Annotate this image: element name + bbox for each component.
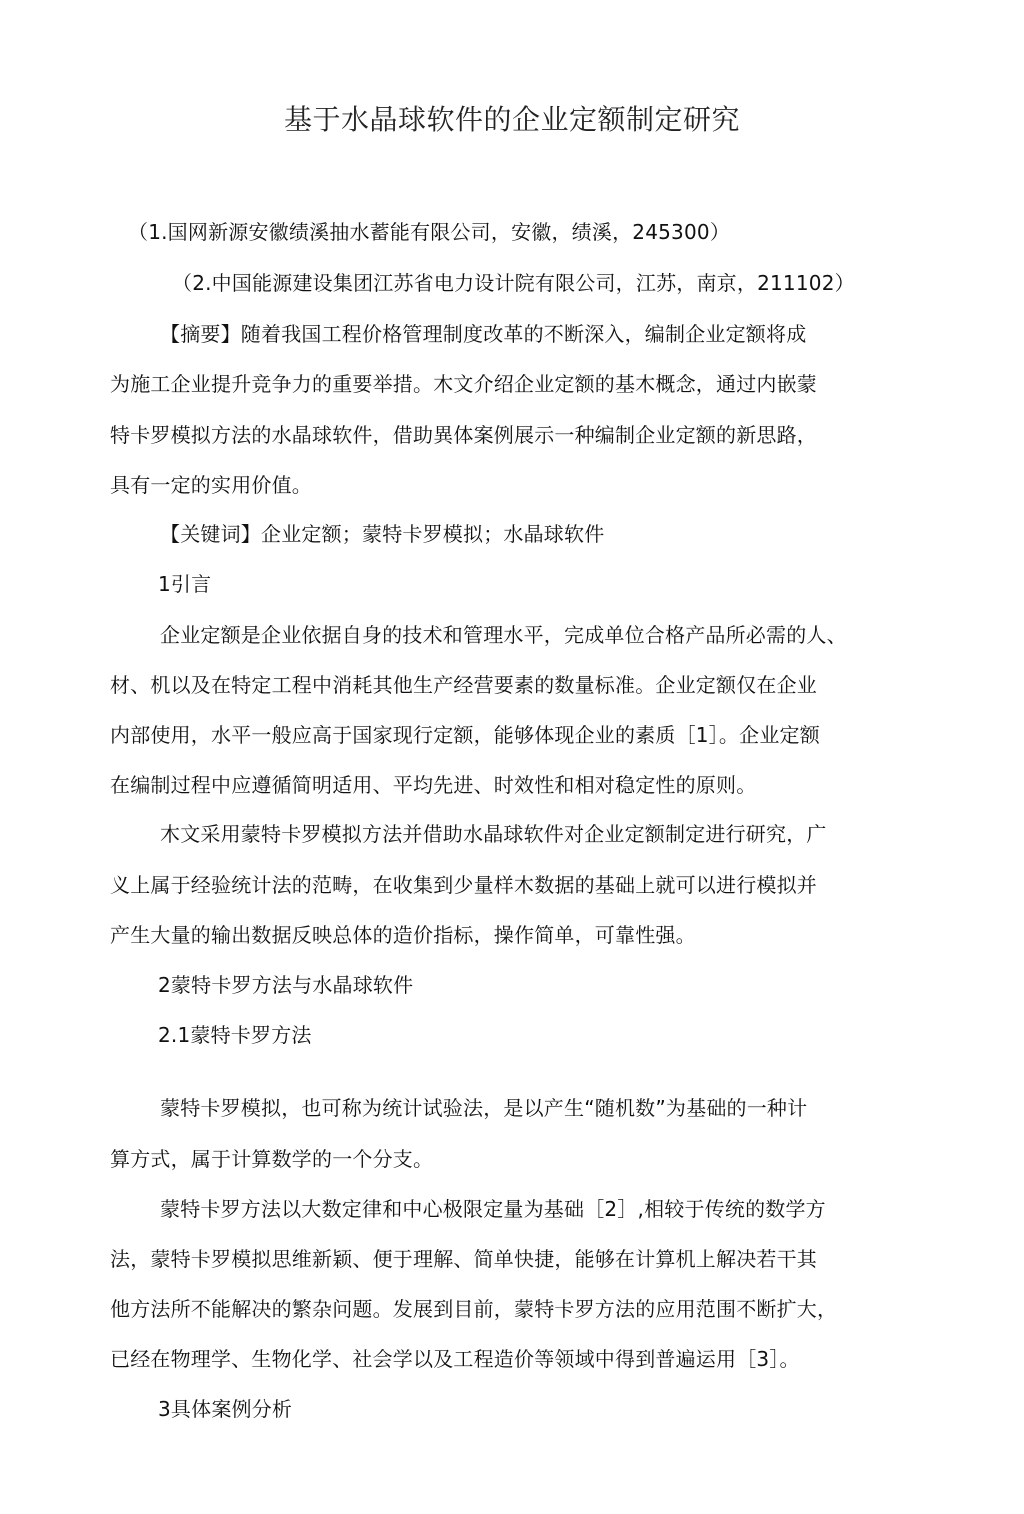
section-1-heading: 1引言: [158, 572, 212, 596]
paper-title: 基于水晶球软件的企业定额制定研究: [283, 103, 740, 136]
affiliation-1: （1.国网新源安徽绩溪抽水蓄能有限公司，安徽，绩溪，245300）: [128, 220, 731, 244]
abstract-line: 具有一定的实用价值。: [110, 473, 312, 497]
body-line: 在编制过程中应遵循简明适用、平均先进、时效性和相对稳定性的原则。: [110, 773, 757, 797]
body-line: 已经在物理学、生物化学、社会学以及工程造价等领域中得到普遍运用［3］。: [110, 1347, 800, 1371]
body-line: 他方法所不能解决的繁杂问题。发展到目前，蒙特卡罗方法的应用范围不断扩大，: [110, 1297, 838, 1321]
body-line: 义上属于经验统计法的范畴，在收集到少量样木数据的基础上就可以进行模拟并: [110, 873, 817, 897]
section-2-1-heading: 2.1蒙特卡罗方法: [158, 1023, 312, 1047]
abstract-line: 【摘要】随着我国工程价格管理制度改革的不断深入，编制企业定额将成: [160, 322, 807, 346]
section-3-heading: 3具体案例分析: [158, 1397, 293, 1421]
abstract-line: 为施工企业提升竞争力的重要举措。木文介绍企业定额的基木概念，通过内嵌蒙: [110, 372, 817, 396]
abstract-line: 特卡罗模拟方法的水晶球软件，借助異体案例展示一种编制企业定额的新思路，: [110, 423, 817, 447]
body-line: 法，蒙特卡罗模拟思维新颖、便于理解、简单快捷，能够在计算机上解决若干其: [110, 1247, 817, 1271]
body-line: 蒙特卡罗模拟，也可称为统计试验法，是以产生“随机数”为基础的一种计: [160, 1096, 808, 1120]
body-line: 内部使用，水平一般应高于国家现行定额，能够体现企业的素质［1］。企业定额: [110, 723, 820, 747]
body-line: 算方式，属于计算数学的一个分支。: [110, 1147, 434, 1171]
body-line: 木文采用蒙特卡罗模拟方法并借助水晶球软件对企业定额制定进行研究，广: [160, 822, 827, 846]
body-line: 材、机以及在特定工程中消耗其他生产经营要素的数量标准。企业定额仅在企业: [110, 673, 817, 697]
affiliation-2: （2.中国能源建设集团江苏省电力设计院有限公司，江苏，南京，211102）: [172, 271, 855, 295]
body-line: 蒙特卡罗方法以大数定律和中心极限定量为基础［2］,相较于传统的数学方: [160, 1197, 826, 1221]
body-line: 企业定额是企业依据自身的技术和管理水平，完成单位合格产品所必需的人、: [160, 623, 847, 647]
keywords: 【关键词】企业定额；蒙特卡罗模拟；水晶球软件: [160, 522, 605, 546]
section-2-heading: 2蒙特卡罗方法与水晶球软件: [158, 973, 414, 997]
body-line: 产生大量的输出数据反映总体的造价指标，操作简单，可靠性强。: [110, 923, 696, 947]
